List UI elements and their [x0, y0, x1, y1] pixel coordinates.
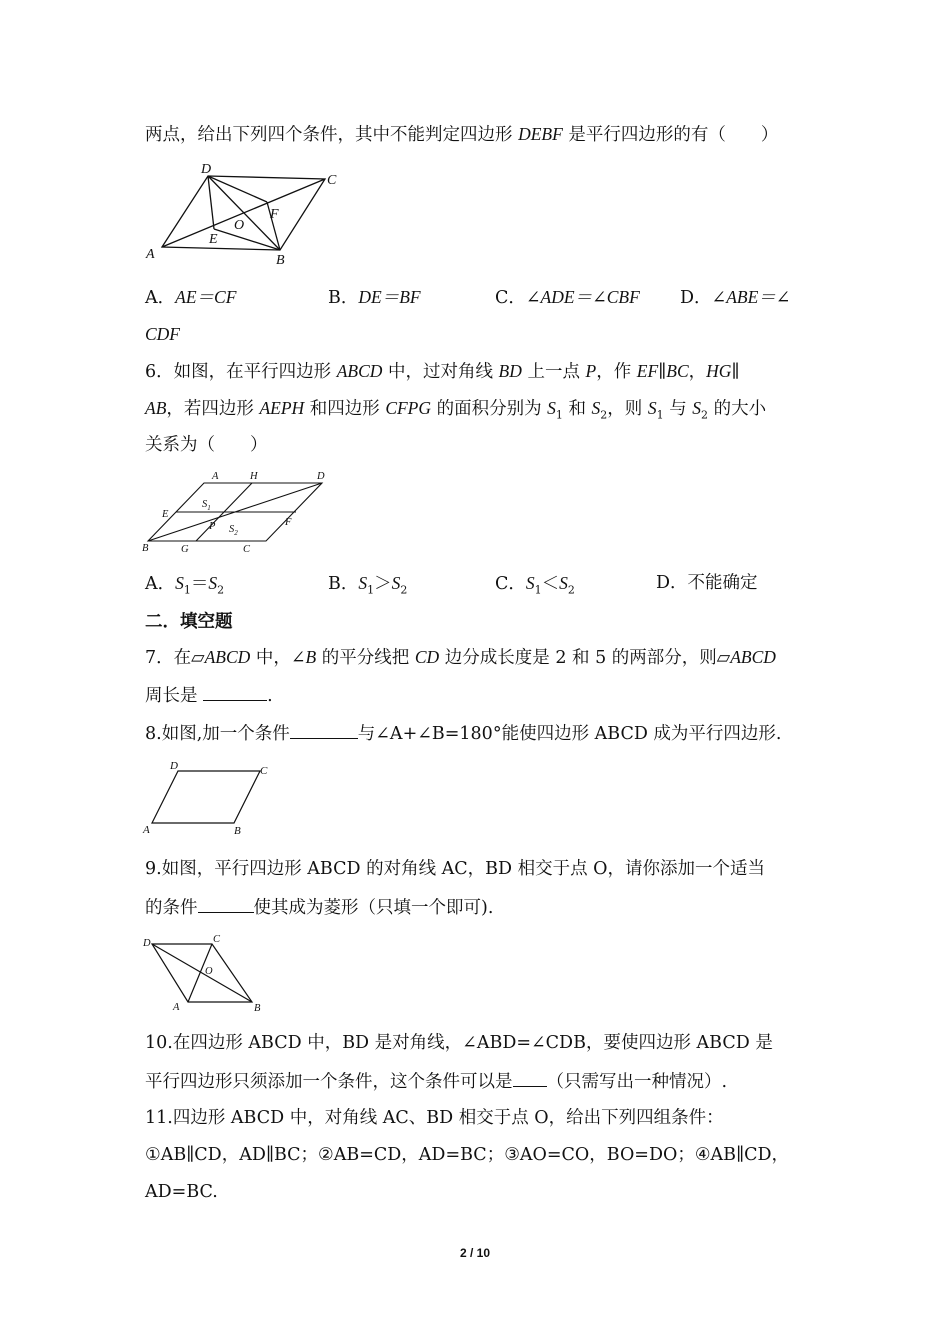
q8-parallelogram	[152, 771, 260, 823]
q7-text: 周长是	[145, 686, 204, 706]
section-title: 二．填空题	[145, 612, 233, 632]
q9-label-b: B	[254, 1003, 261, 1014]
q6-line1	[145, 359, 739, 384]
q6-label-p: P	[209, 521, 216, 532]
q6-label-h: H	[250, 471, 258, 482]
q5-label-e: E	[209, 232, 218, 247]
q7-line1	[145, 645, 776, 670]
q6-label-f: F	[285, 517, 292, 528]
q6-text: 中，过对角线	[382, 362, 499, 382]
q5-option-c-text: ∠ADE＝∠CBF	[525, 287, 640, 307]
q6-var-s: S	[559, 573, 568, 593]
q6-text: 的面积分别为	[431, 399, 548, 419]
q8-label-b: B	[234, 825, 241, 837]
q9-label-a: A	[173, 1002, 180, 1013]
q6-option-c	[495, 571, 575, 603]
q9-line2	[145, 894, 493, 920]
q8-text: 与∠A+∠B=180°能使四边形 ABCD 成为平行四边形.	[357, 724, 782, 744]
q11-line2: ①AB∥CD，AD∥BC；②AB=CD，AD=BC；③AO=CO，BO=DO；④AB∥CD，	[145, 1145, 790, 1165]
q9-text: 的条件	[145, 898, 198, 918]
q6-relation: ＞	[374, 574, 392, 594]
q5-option-a-letter: A．	[145, 288, 176, 308]
q8-line1	[145, 720, 782, 746]
q6-var-s: S	[525, 573, 535, 593]
q6-var: AB	[145, 398, 167, 418]
q9-text: 使其成为菱形（只填一个即可).	[253, 898, 494, 918]
q6-label-b: B	[142, 543, 149, 554]
q6-text: 和	[562, 399, 592, 419]
q5-segment-de	[208, 176, 214, 229]
q6-var-s: S	[547, 398, 556, 418]
q6-sub: 2	[400, 583, 408, 597]
q9-label-c: C	[213, 934, 221, 945]
q10-line1: 10.在四边形 ABCD 中，BD 是对角线，∠ABD=∠CDB，要使四边形 ABCD 是	[145, 1033, 773, 1053]
q7-answer-blank[interactable]	[203, 682, 267, 701]
q10-line2	[145, 1068, 727, 1094]
q5-label-a: A	[146, 247, 155, 262]
q5-option-d-letter: D．	[680, 288, 712, 308]
q6-var-s: S	[358, 573, 368, 593]
q10-answer-blank[interactable]	[513, 1068, 547, 1087]
q6-text: 6．如图，在平行四边形	[145, 362, 337, 382]
q9-line1: 9.如图，平行四边形 ABCD 的对角线 AC，BD 相交于点 O，请你添加一个适当	[145, 859, 766, 879]
q6-var-s: S	[208, 573, 218, 593]
q5-option-c	[495, 285, 640, 310]
q5-option-a	[145, 285, 236, 310]
q9-answer-blank[interactable]	[198, 894, 254, 913]
q9-label-o: O	[205, 966, 213, 977]
q6-label-a: A	[212, 471, 219, 482]
q6-text: ，则	[607, 399, 648, 419]
q6-sub: 2	[217, 583, 225, 597]
q10-text: （只需写出一种情况）.	[546, 1072, 728, 1092]
q6-text: 的大小	[708, 399, 767, 419]
q6-var: BD	[498, 361, 522, 381]
q6-var: AEPH	[259, 398, 305, 418]
q5-option-d	[680, 285, 790, 310]
q6-var: CFPG	[385, 398, 432, 418]
q6-option-b-letter: B．	[328, 574, 359, 594]
q6-text: 上一点	[521, 362, 586, 382]
q6-label-s2: $S_2$	[229, 524, 238, 537]
q6-line3: 关系为（ ）	[145, 435, 268, 455]
q5-label-o: O	[234, 218, 245, 233]
q7-text: 7．在▱	[145, 648, 205, 668]
q10-text: 平行四边形只须添加一个条件，这个条件可以是	[145, 1072, 513, 1092]
q5-label-f: F	[270, 207, 279, 222]
q5-segment-df	[208, 176, 267, 202]
q7-var: ABCD	[730, 647, 776, 667]
q8-label-a: A	[143, 824, 150, 836]
q5-option-d-text: ∠ABE＝∠	[711, 287, 791, 307]
q6-var: HG∥	[706, 361, 740, 381]
q8-label-d: D	[170, 760, 178, 772]
q6-sub: 1	[183, 583, 191, 597]
q8-text: 8.如图,加一个条件	[145, 724, 290, 744]
q6-sub: 2	[701, 408, 709, 422]
q6-var-s: S	[692, 398, 702, 418]
q6-var: EF∥BC	[636, 361, 689, 381]
q8-label-c: C	[260, 765, 268, 777]
q6-label-d: D	[317, 471, 325, 482]
q6-option-d: D．不能确定	[656, 573, 758, 593]
q6-sub: 1	[534, 583, 542, 597]
q6-figure	[140, 466, 340, 558]
q6-label-s1: $S_1$	[202, 499, 211, 512]
q7-text: .	[267, 686, 273, 706]
q6-sub: 1	[367, 583, 375, 597]
q5-option-b	[328, 285, 421, 310]
q6-sub: 1	[555, 408, 563, 422]
q5-label-d: D	[201, 162, 212, 177]
q7-text: 的平分线把	[316, 648, 415, 668]
q5-stem	[145, 122, 778, 147]
q6-relation: ＝	[190, 574, 209, 594]
q11-line1: 11.四边形 ABCD 中，对角线 AC、BD 相交于点 O，给出下列四组条件：	[145, 1108, 724, 1128]
q6-var: P	[585, 361, 597, 381]
q5-option-a-text: AE＝CF	[175, 287, 237, 307]
q6-line2	[145, 396, 766, 428]
q6-relation: ＜	[541, 574, 560, 594]
q7-var: ABCD	[204, 647, 251, 667]
q5-option-c-letter: C．	[495, 288, 526, 308]
q8-figure	[140, 758, 280, 838]
q7-line2	[145, 682, 273, 708]
q9-diagonal-db	[152, 944, 252, 1002]
q6-sub: 2	[567, 583, 575, 597]
q6-sub: 2	[600, 408, 608, 422]
q6-var-s: S	[175, 573, 184, 593]
q5-figure	[140, 160, 350, 270]
q6-var-s: S	[591, 398, 601, 418]
q7-var: B	[305, 647, 317, 667]
q6-label-g: G	[181, 544, 189, 555]
q6-text: 与	[663, 399, 693, 419]
q9-label-d: D	[143, 938, 151, 949]
q7-var: CD	[414, 647, 440, 667]
q6-var-s: S	[391, 573, 401, 593]
q6-text: ，若四边形	[166, 399, 260, 419]
q6-option-a-letter: A．	[145, 574, 176, 594]
q6-var-s: S	[647, 398, 657, 418]
q6-label-c: C	[243, 544, 251, 555]
q5-stem-var: DEBF	[518, 124, 563, 144]
q7-text: 中，∠	[250, 648, 306, 668]
q6-text: ，	[688, 362, 707, 382]
q5-label-c: C	[327, 173, 337, 188]
q6-text: ，作	[596, 362, 637, 382]
page-number: 2 / 10	[459, 1246, 491, 1260]
q5-option-b-text: DE＝BF	[358, 287, 421, 307]
q11-line3: AD=BC.	[145, 1182, 218, 1202]
q5-stem-text: 两点，给出下列四个条件，其中不能判定四边形	[145, 125, 519, 145]
q6-option-c-letter: C．	[495, 574, 526, 594]
q7-text: 边分成长度是 2 和 5 的两部分，则▱	[439, 648, 731, 668]
q6-sub: 1	[656, 408, 664, 422]
q9-figure	[140, 930, 270, 1015]
q5-option-d-cont: CDF	[145, 324, 180, 344]
q5-option-b-letter: B．	[328, 288, 359, 308]
q5-label-b: B	[276, 253, 285, 268]
q8-answer-blank[interactable]	[290, 720, 358, 739]
q6-text: 和四边形	[304, 399, 386, 419]
q6-option-a	[145, 571, 224, 603]
q6-var: ABCD	[336, 361, 383, 381]
q6-option-b	[328, 571, 407, 603]
q6-label-e: E	[162, 509, 169, 520]
q5-stem-text-end: 是平行四边形的有（ ）	[562, 125, 779, 145]
